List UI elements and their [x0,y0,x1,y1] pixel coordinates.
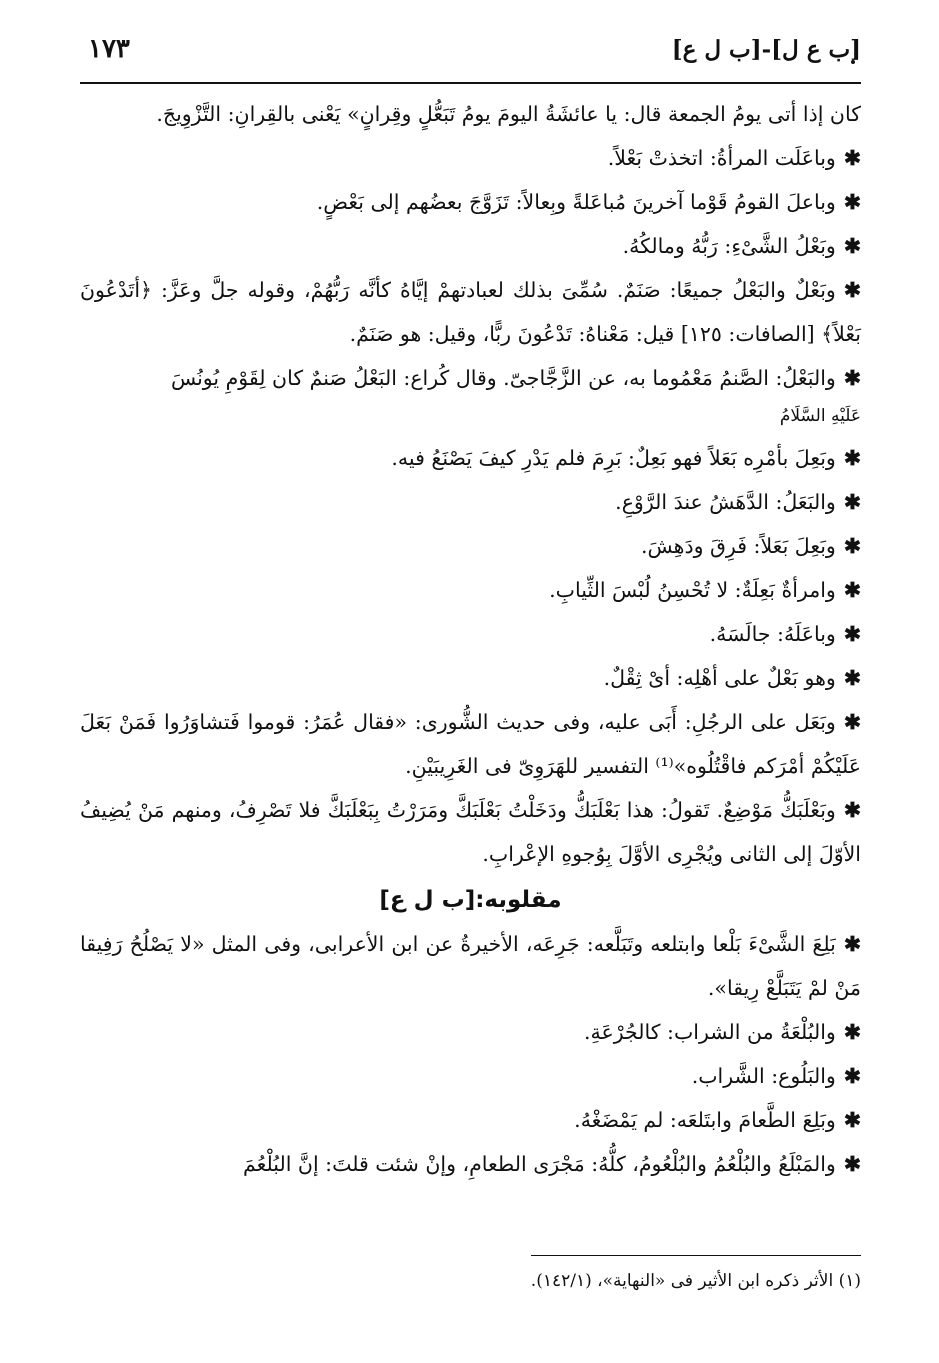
entry-text: وبَعِلَ بَعَلاً: فَرِقَ ودَهِشَ. [641,534,836,558]
entry-star-icon: ✱ [843,578,861,602]
entry [80,224,861,268]
entry [80,524,861,568]
entry-star-icon: ✱ [843,622,861,646]
entry [80,136,861,180]
entry-text: والبُلْعَةُ من الشراب: كالجُرْعَةِ. [584,1020,836,1044]
entry-star-icon: ✱ [843,1020,861,1044]
section-entry [80,922,861,1010]
section-entry [80,1098,861,1142]
entry-text: وباعلَ القومُ قَوْما آخرينَ مُباعَلةً وبِعالاً: تَزَوَّجَ بعضُهم إلى بَعْضٍ. [316,190,836,214]
entry-text: وبَعَل على الرجُلِ: أَبَى عليه، وفى حديث الشُّورى: «فقال عُمَرُ: قوموا فَتشاوَرُوا فَمَنْ بَعَلَ عَلَيْكُمْ أمْرَكم فاقْتُلُوه»⁽¹⁾ التفسير للهَرَوِىّ فى الغَرِيبَيْنِ. [80,710,861,778]
entry-star-icon: ✱ [843,1152,861,1176]
entry-star-icon: ✱ [843,710,861,734]
entry-star-icon: ✱ [843,190,861,214]
entry [80,436,861,480]
entry [80,180,861,224]
entry-text: والمَبْلَعُ والبُلْعُمُ والبُلْعُومُ، كلُّهُ: مَجْرَى الطعامِ، وإنْ شئت قلتَ: إنَّ البُلْعُمَ [242,1152,836,1176]
entry-star-icon: ✱ [843,666,861,690]
entry-text: وبَعِلَ بأمْرِه بَعَلاً فهو بَعِلٌ: بَرِمَ فلم يَدْرِ كيفَ يَصْنَعُ فيه. [391,446,836,470]
entry-text: والبَعْلُ: الصَّنمُ مَعْمُوما به، عن الزَّجَّاجىّ. وقال كُراع: البَعْلُ صَنمٌ كان لِقَوْمِ يُونُسَ [170,366,836,390]
entry-text: وبَعْلٌ والبَعْلُ جميعًا: صَنَمٌ. سُمِّىَ بذلك لعبادتهمْ إيَّاهُ كأنَّه رَبُّهُمْ، وقوله جلَّ وعَزَّ: ﴿أتَدْعُونَ بَعْلاً﴾ [الصافات: ١٢٥] قيل: مَعْناهُ: تَدْعُونَ ربًّا، وقيل: هو صَنَمٌ. [80,278,861,346]
entry-star-icon: ✱ [843,798,861,822]
entry-star-icon: ✱ [843,534,861,558]
footnote-divider [531,1255,861,1256]
section-entry [80,1010,861,1054]
entry-star-icon: ✱ [843,932,861,956]
entry-text: وبَلِعَ الطَّعامَ وابتَلعَه: لم يَمْضَغْهُ. [574,1108,836,1132]
entry [80,612,861,656]
entry [80,356,861,436]
intro-line: كان إذا أتى يومُ الجمعة قال: يا عائشَةُ اليومَ يومُ تَبَعُّلٍ وقِرانٍ» يَعْنى بالقِرانِ: التَّزْوِيجَ. [156,102,861,126]
entry-text: والبَعَلُ: الدَّهَشُ عندَ الرَّوْعِ. [615,490,836,514]
main-text [80,92,861,1186]
entry-text: وامرأةٌ بَعِلَةٌ: لا تُحْسِنُ لُبْسَ الثِّيابِ. [549,578,836,602]
entry [80,480,861,524]
entry [80,788,861,876]
root-heading: [ب ع ل]-[ب ل ع] [671,36,861,63]
entry-text: وباعَلَت المرأةُ: اتخذتْ بَعْلاً. [607,146,836,170]
section-entry [80,1054,861,1098]
entry-text: وبَعْلَبَكُّ مَوْضِعٌ. تَقولُ: هذا بَعْلَبَكُّ ودَخَلْتُ بَعْلَبَكَّ ومَرَرْتُ بِبَعْلَبَكَّ فلا تَصْرِفُ، ومنهم مَنْ يُضِيفُ الأوّلَ إلى الثانى ويُجْرِى الأوَّلَ بِوُجوهِ الإعْرابِ. [80,798,861,866]
section-entry [80,1142,861,1186]
page-number: ١٧٣ [88,34,130,64]
entry-star-icon: ✱ [843,278,861,302]
entry-star-icon: ✱ [843,1108,861,1132]
page-header [80,34,861,84]
entry-star-icon: ✱ [843,366,861,390]
entry [80,656,861,700]
entry [80,268,861,356]
entry-star-icon: ✱ [843,1064,861,1088]
entry-star-icon: ✱ [843,146,861,170]
section-heading: مقلوبه:[ب ل ع] [379,887,562,913]
entry-text: وباعَلَهُ: جالَسَهُ. [709,622,836,646]
entry-text: وهو بَعْلٌ على أهْلِه: أىْ ثِقْلٌ. [603,666,836,690]
entry-star-icon: ✱ [843,446,861,470]
entry-text: وبَعْلُ الشَّىْءِ: رَبُّهُ ومالكُهُ. [622,234,836,258]
footnote: (١) الأثر ذكره ابن الأثير فى «النهاية»، (١٤٢/١). [530,1271,861,1291]
entry-star-icon: ✱ [843,234,861,258]
entry [80,568,861,612]
entry-star-icon: ✱ [843,490,861,514]
book-page [80,34,861,1363]
entry-text: والبَلُوع: الشَّراب. [691,1064,836,1088]
entry [80,700,861,788]
entry-text: بَلِعَ الشَّىْءَ بَلْعا وابتلعه وتَبَلَّعه: جَرِعَه، الأخيرةُ عن ابن الأعرابى، وفى المثل «لا يَصْلُحُ رَفِيقا مَنْ لمْ يَتَبَلَّعْ رِيقا». [80,932,861,1000]
honorific-ligature: عَلَيْهِ السَّلَامُ [779,406,861,426]
